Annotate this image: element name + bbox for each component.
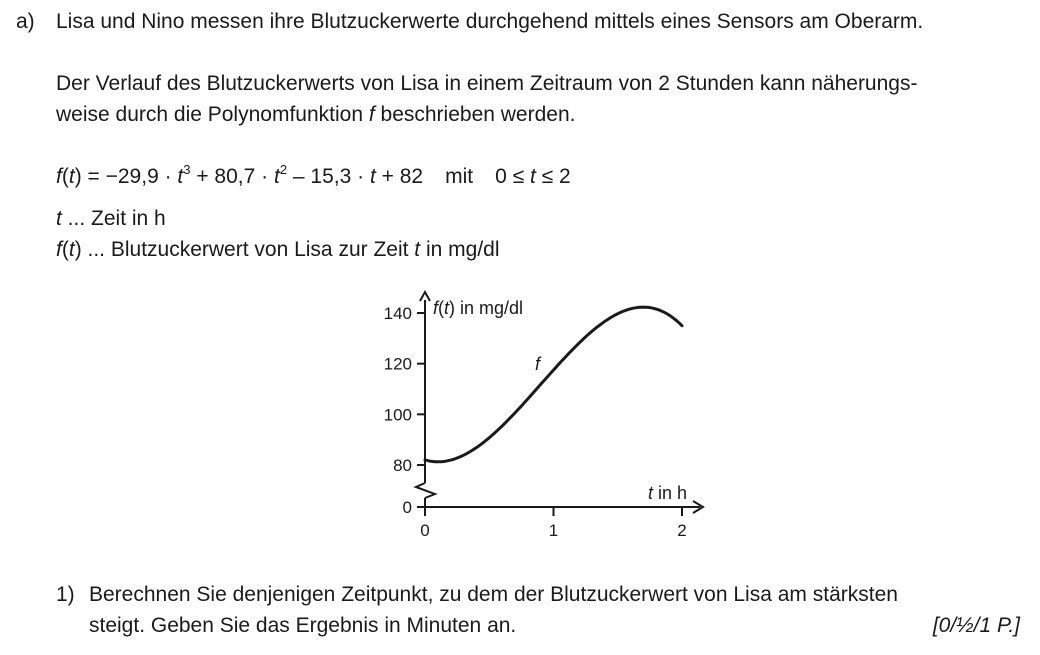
formula-exponent: 3 [183,162,191,177]
formula-domain: 0 ≤ [495,165,530,188]
formula-exponent: 2 [279,162,288,177]
legend-text: ) ... Blutzuckerwert von Lisa zur Zeit [74,238,415,261]
legend-symbol: t [68,238,75,261]
formula-text: ( [61,165,69,188]
formula-domain: ≤ 2 [535,165,571,188]
y-axis-break-zigzag [416,483,435,498]
formula-f: f [56,165,62,188]
formula-t: t [369,165,376,188]
formula-t: t [273,165,280,188]
formula-text: – 15,3 · [287,165,370,188]
formula-mit: mit [445,165,474,188]
para-text: beschrieben werden. [374,103,576,126]
task-label: a) [16,10,35,33]
curve-label: f [535,354,541,374]
question-line2: steigt. Geben Sie das Ergebnis in Minuten an. [89,614,517,637]
y-tick-label: 120 [383,354,412,374]
y-axis-arrow [420,292,430,301]
question-number: 1) [56,583,75,606]
y-tick-label: 80 [393,456,412,475]
question-line1: Berechnen Sie denjenigen Zeitpunkt, zu dem der Blutzuckerwert von Lisa am stärksten [89,583,898,606]
formula-t: t [177,165,184,188]
points-label: [0/½/1 P.] [932,614,1020,637]
para-text: weise durch die Polynomfunktion [56,103,369,126]
formula-text: ) = −29,9 · [74,165,178,188]
legend-text: ( [61,238,69,261]
y-tick-label: 0 [402,498,412,517]
legend-symbol: t [56,207,62,230]
x-tick-label: 1 [548,521,559,540]
formula-t: t [68,165,75,188]
formula-t: t [529,165,536,188]
x-axis-label: t in h [648,483,688,503]
y-tick-label: 100 [383,405,412,425]
formula-text: + 80,7 · [190,165,274,188]
legend-symbol: f [56,238,62,261]
task-paragraph-line1: Der Verlauf des Blutzuckerwerts von Lisa in einem Zeitraum von 2 Stunden kann näherungs- [56,72,918,95]
legend-text: ... Zeit in h [61,207,166,230]
curve-f [425,307,682,462]
legend-symbol: t [414,238,421,261]
y-tick-label: 140 [383,304,412,323]
task-intro: Lisa und Nino messen ihre Blutzuckerwerte durchgehend mittels eines Sensors am Oberarm. [56,10,924,33]
x-tick-label: 0 [420,521,430,540]
legend-text: in mg/dl [420,238,500,261]
y-axis-label: f(t) in mg/dl [433,298,524,318]
formula-text: + 82 [375,165,424,188]
x-tick-label: 2 [677,521,687,540]
function-symbol: f [368,103,375,126]
